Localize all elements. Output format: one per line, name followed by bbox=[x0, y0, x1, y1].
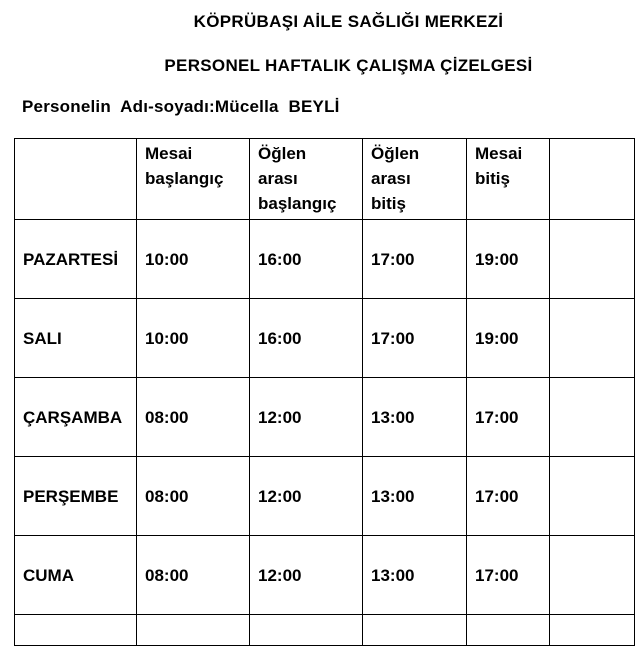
day-cell: CUMA bbox=[15, 536, 137, 615]
staff-label: Personelin Adı-soyadı: bbox=[22, 97, 215, 116]
table-row bbox=[15, 299, 635, 378]
lunch-start-cell: 12:00 bbox=[250, 536, 363, 615]
header-cell-lunch-end: Öğlen arası bitiş bbox=[363, 139, 467, 220]
staff-name: Mücella BEYLİ bbox=[214, 97, 340, 116]
table-row bbox=[15, 536, 635, 615]
day-cell: ÇARŞAMBA bbox=[15, 378, 137, 457]
day-cell: PERŞEMBE bbox=[15, 457, 137, 536]
schedule-table bbox=[14, 138, 635, 646]
empty-cell bbox=[250, 615, 363, 646]
shift-end-cell: 17:00 bbox=[467, 536, 550, 615]
document-title: KÖPRÜBAŞI AİLE SAĞLIĞI MERKEZİ bbox=[193, 12, 504, 31]
lunch-end-cell: 17:00 bbox=[363, 220, 467, 299]
lunch-end-cell: 13:00 bbox=[363, 457, 467, 536]
shift-end-cell: 17:00 bbox=[467, 457, 550, 536]
header-cell-shift-end: Mesai bitiş bbox=[467, 139, 550, 220]
table-row bbox=[15, 457, 635, 536]
shift-end-cell: 17:00 bbox=[467, 378, 550, 457]
lunch-start-cell: 16:00 bbox=[250, 299, 363, 378]
table-row bbox=[15, 378, 635, 457]
empty-cell bbox=[550, 615, 635, 646]
empty-cell bbox=[15, 615, 137, 646]
lunch-start-cell: 12:00 bbox=[250, 457, 363, 536]
day-cell: SALI bbox=[15, 299, 137, 378]
shift-end-cell: 19:00 bbox=[467, 299, 550, 378]
shift-end-cell: 19:00 bbox=[467, 220, 550, 299]
extra-cell bbox=[550, 457, 635, 536]
shift-start-cell: 08:00 bbox=[137, 457, 250, 536]
header-cell-lunch-start: Öğlen arası başlangıç bbox=[250, 139, 363, 220]
header-row bbox=[15, 139, 635, 220]
header-cell-day bbox=[15, 139, 137, 220]
day-cell: PAZARTESİ bbox=[15, 220, 137, 299]
shift-start-cell: 10:00 bbox=[137, 299, 250, 378]
empty-cell bbox=[467, 615, 550, 646]
header-cell-shift-start: Mesai başlangıç bbox=[137, 139, 250, 220]
lunch-end-cell: 13:00 bbox=[363, 378, 467, 457]
shift-start-cell: 08:00 bbox=[137, 536, 250, 615]
lunch-start-cell: 12:00 bbox=[250, 378, 363, 457]
table-row-partial bbox=[15, 615, 635, 646]
extra-cell bbox=[550, 378, 635, 457]
extra-cell bbox=[550, 536, 635, 615]
lunch-end-cell: 17:00 bbox=[363, 299, 467, 378]
shift-start-cell: 08:00 bbox=[137, 378, 250, 457]
table-row bbox=[15, 220, 635, 299]
staff-info bbox=[22, 97, 340, 117]
empty-cell bbox=[363, 615, 467, 646]
lunch-start-cell: 16:00 bbox=[250, 220, 363, 299]
lunch-end-cell: 13:00 bbox=[363, 536, 467, 615]
header-cell-extra bbox=[550, 139, 635, 220]
extra-cell bbox=[550, 220, 635, 299]
extra-cell bbox=[550, 299, 635, 378]
shift-start-cell: 10:00 bbox=[137, 220, 250, 299]
empty-cell bbox=[137, 615, 250, 646]
document-subtitle: PERSONEL HAFTALIK ÇALIŞMA ÇİZELGESİ bbox=[164, 56, 533, 75]
